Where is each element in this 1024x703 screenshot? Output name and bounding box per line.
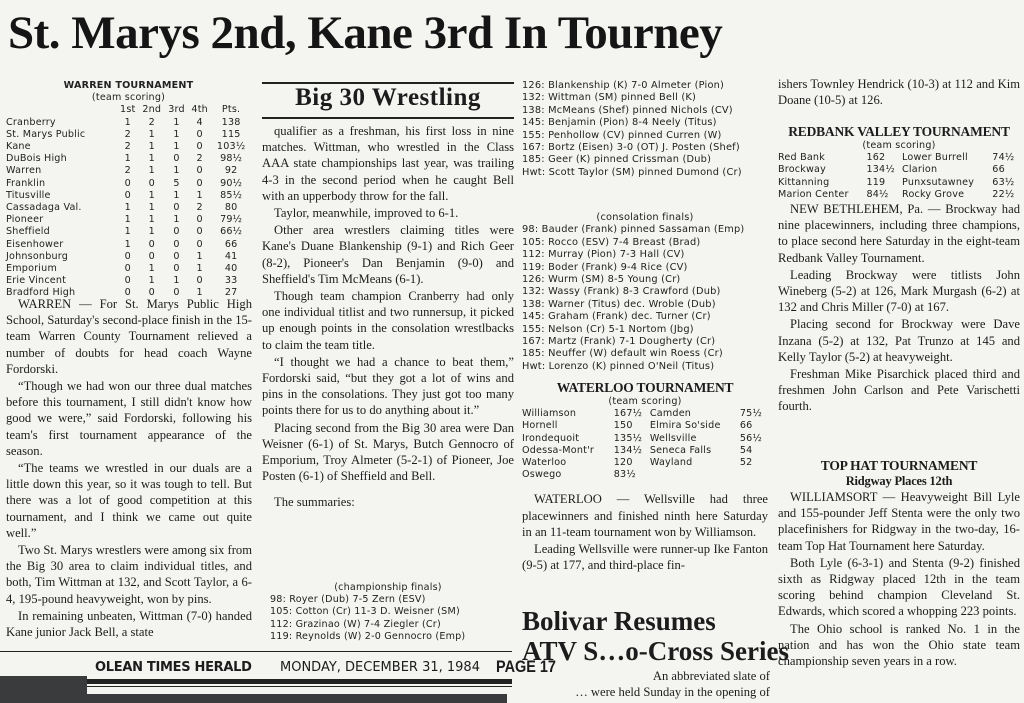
footer-page: PAGE 17: [496, 657, 556, 676]
tophat-subtitle: Ridgway Places 12th: [845, 474, 953, 488]
table-cell: 0: [124, 189, 131, 201]
table-row: [778, 152, 1020, 164]
result-line: 105: Rocco (ESV) 7-4 Breast (Brad): [522, 236, 701, 248]
table-cell: 0: [173, 263, 180, 275]
score-cell: 52: [739, 457, 753, 469]
table-cell: 103½: [216, 141, 246, 153]
tophat-section: [778, 458, 1020, 669]
team-name: Pioneer: [6, 214, 44, 226]
tophat-title: TOP HAT TOURNAMENT: [820, 458, 978, 473]
paragraph: Freshman Mike Pisarchick placed third and freshmen John Carlson and Pete Varischetti fourth.: [778, 367, 1020, 414]
team-name: DuBois High: [6, 153, 67, 165]
team-name: Emporium: [6, 263, 58, 275]
table-cell: 85½: [220, 189, 243, 201]
championship-title: (championship finals): [334, 582, 442, 593]
team-name: Wellsville: [649, 432, 697, 444]
table-cell: 0: [124, 177, 131, 189]
paragraph: ishers Townley Hendrick (10-3) at 112 and Kim Doane (10-5) at 126.: [778, 77, 1020, 108]
table-cell: 0: [173, 287, 180, 299]
table-header-row: [6, 104, 251, 116]
redbank-section: [778, 124, 1020, 415]
big30-label: Big 30 Wrestling: [295, 84, 481, 111]
result-line: 185: Geer (K) pinned Crissman (Dub): [522, 154, 712, 166]
table-cell: 1: [148, 165, 155, 177]
table-cell: 0: [196, 226, 203, 238]
paragraph: The summaries:: [274, 495, 355, 510]
waterloo-table: [522, 408, 768, 481]
table-cell: 1: [173, 275, 180, 287]
table-row: [6, 202, 251, 214]
waterloo-article: [522, 491, 768, 573]
team-name: Kittanning: [778, 176, 830, 188]
table-cell: 1: [173, 141, 180, 153]
scan-border: [0, 676, 87, 703]
table-cell: 98½: [220, 153, 243, 165]
result-line: 167: Martz (Frank) 7-1 Dougherty (Cr): [522, 336, 716, 348]
consolation-title: (consolation finals): [596, 212, 694, 223]
table-cell: 41: [224, 250, 238, 262]
table-cell: 1: [173, 165, 180, 177]
divider: [262, 117, 514, 119]
table-row: [522, 469, 768, 481]
team-name: Oswego: [522, 469, 562, 481]
score-cell: 119: [866, 176, 886, 188]
table-cell: 1: [148, 275, 155, 287]
table-row: [6, 141, 251, 153]
table-row: [522, 420, 768, 432]
table-cell: 40: [224, 263, 238, 275]
paragraph: Though team champion Cranberry had only one individual titlist and two runnersup, it picked up enough points in the consolation wrestlbacks to claim the team title.: [262, 289, 514, 352]
table-cell: 1: [124, 214, 131, 226]
footer-rule: [87, 686, 512, 687]
table-cell: 0: [196, 275, 203, 287]
table-cell: 1: [148, 153, 155, 165]
paragraph: Other area wrestlers claiming titles were Kane's Duane Blankenship (9-1) and Rich Geer (8-2), Pioneer's Dan Benjamin (9-0) and Sheffield's Tim McMeans (6-1).: [262, 223, 514, 286]
table-cell: 80: [224, 202, 238, 214]
score-cell: 150: [613, 420, 633, 432]
score-cell: 56½: [739, 432, 762, 444]
result-line: 155: Nelson (Cr) 5-1 Nortom (Jbg): [522, 323, 694, 335]
warren-subtitle: (team scoring): [91, 92, 166, 104]
result-line: 155: Penhollow (CV) pinned Curren (W): [522, 129, 722, 141]
table-cell: 1: [124, 153, 131, 165]
table-row: [778, 177, 1020, 189]
table-cell: 1: [196, 250, 203, 262]
paragraph: Placing second from the Big 30 area were Dan Weisner (6-1) of St. Marys, Butch Gennocro of Emporium, Troy Almeter (5-2-1) of Pioneer, Joe Posten (6-1) of Sheffield and Bell.: [262, 420, 514, 484]
paragraph: “Though we had won our three dual matches before this tournament, I still didn't know how good we were,” said Fordorski, following his team's first tournament appearance of the season.: [6, 379, 252, 458]
score-cell: [740, 469, 768, 481]
warren-title: WARREN TOURNAMENT: [63, 80, 194, 91]
table-cell: 2: [196, 153, 203, 165]
table-cell: 90½: [220, 177, 243, 189]
table-row: [778, 189, 1020, 201]
score-cell: 75½: [739, 408, 762, 420]
table-row: [6, 275, 251, 287]
paragraph: Taylor, meanwhile, improved to 6-1.: [274, 206, 459, 221]
result-line: 138: McMeans (Shef) pinned Nichols (CV): [522, 104, 733, 116]
team-name: Hornell: [522, 420, 558, 432]
table-cell: 1: [148, 128, 155, 140]
score-cell: 167½: [613, 408, 643, 420]
col-header: 1st: [120, 104, 136, 116]
paragraph: “The teams we wrestled in our duals are a little down this year, so it was tough to tell. But there was a lot of good competition at this tournament, and I think we came out quite well.”: [6, 461, 252, 540]
team-name: Erie Vincent: [6, 275, 67, 287]
table-cell: 1: [148, 202, 155, 214]
result-line: 112: Grazinao (W) 7-4 Ziegler (Cr): [270, 618, 441, 630]
table-cell: 1: [148, 189, 155, 201]
table-row: [6, 153, 251, 165]
col-header: 4th: [191, 104, 208, 116]
team-name: Titusville: [6, 189, 51, 201]
table-cell: 2: [124, 128, 131, 140]
result-line: 98: Royer (Dub) 7-5 Zern (ESV): [270, 594, 426, 606]
team-name: Clarion: [902, 164, 938, 176]
result-line: 119: Reynolds (W) 2-0 Gennocro (Emp): [270, 630, 466, 642]
table-cell: 0: [124, 250, 131, 262]
table-cell: 0: [124, 263, 131, 275]
score-cell: 74½: [992, 152, 1015, 164]
result-line: 112: Murray (Pion) 7-3 Hall (CV): [522, 249, 685, 261]
score-cell: 83½: [613, 469, 636, 481]
paragraph: Leading Brockway were titlists John Wineberg (5-2) at 126, Mark Murgash (6-2) at 132 and Chris Miller (7-0) at 167.: [778, 267, 1020, 315]
paragraph: WARREN — For St. Marys Public High School, Saturday's second-place finish in the 15-team Warren County Tournament relieved a number of doubts for head coach Wayne Fordorski.: [6, 297, 252, 376]
result-line: 132: Wassy (Frank) 8-3 Crawford (Dub): [522, 286, 721, 298]
paragraph: Two St. Marys wrestlers were among six from the Big 30 area to claim individual titles, and both, Tim Wittman at 132, and Scott Taylor, a 6-4, 195-pound heavyweight, won by pins.: [6, 543, 252, 606]
team-name: [650, 469, 740, 481]
paragraph: Both Lyle (6-3-1) and Stenta (9-2) finished sixth as Ridgway placed 12th in the team scoring behind champion Cleveland St. Edwards, which scored a whopping 223 points.: [778, 555, 1020, 619]
paragraph: WATERLOO — Wellsville had three placewinners and finished ninth here Saturday in an 11-team tournament won by Williamson.: [522, 492, 768, 539]
paragraph: NEW BETHLEHEM, Pa. — Brockway had nine placewinners, including three champions, to place second here Saturday in the eight-team Redbank Valley Tournament.: [778, 202, 1020, 265]
table-cell: 0: [196, 165, 203, 177]
table-row: [6, 226, 251, 238]
warren-standings: [6, 80, 251, 300]
col-header: Pts.: [221, 104, 241, 116]
table-cell: 0: [148, 177, 155, 189]
team-name: Cranberry: [6, 116, 56, 128]
results-list: [522, 80, 768, 179]
redbank-subtitle: (team scoring): [862, 140, 936, 151]
table-cell: 5: [173, 177, 180, 189]
paragraph: The Ohio school is ranked No. 1 in the nation and has won the Ohio state team championship seven years in a row.: [778, 621, 1020, 669]
paragraph: Placing second for Brockway were Dave Inzana (5-2) at 132, Pat Trunzo at 145 and Kelly Taylor (5-2) at heavyweight.: [778, 317, 1020, 364]
result-line: 132: Wittman (SM) pinned Bell (K): [522, 92, 696, 104]
table-cell: 1: [148, 226, 155, 238]
waterloo-subtitle: (team scoring): [608, 396, 682, 407]
team-name: St. Marys Public: [6, 128, 86, 140]
table-row: [522, 457, 768, 469]
team-name: Eisenhower: [6, 238, 64, 250]
table-cell: 0: [196, 141, 203, 153]
redbank-title: REDBANK VALLEY TOURNAMENT: [788, 124, 1010, 139]
table-cell: 2: [196, 202, 203, 214]
article-column-1: [6, 296, 252, 640]
table-cell: 115: [221, 128, 241, 140]
result-line: 185: Neuffer (W) default win Roess (Cr): [522, 348, 723, 360]
tophat-article: [778, 489, 1020, 669]
table-row: [6, 214, 251, 226]
table-cell: 0: [173, 226, 180, 238]
table-cell: 1: [124, 202, 131, 214]
bolivar-article: [612, 668, 770, 684]
team-name: Irondequoit: [522, 432, 580, 444]
table-cell: 92: [224, 165, 238, 177]
table-cell: 1: [124, 238, 131, 250]
team-name: Brockway: [778, 164, 827, 176]
table-row: [778, 164, 1020, 176]
table-cell: 0: [173, 202, 180, 214]
team-name: Warren: [6, 165, 42, 177]
championship-finals: [262, 582, 514, 643]
result-line: 119: Boder (Frank) 9-4 Rice (CV): [522, 261, 688, 273]
table-row: [6, 165, 251, 177]
team-name: Sheffield: [6, 226, 50, 238]
team-name: Odessa-Mont'r: [522, 444, 595, 456]
col4-continuation: [778, 76, 1020, 108]
paragraph: “I thought we had a chance to beat them,” Fordorski said, “but they got a lot of wins and pins in the consolations. They just got too many points there for us to do anything about it.”: [262, 354, 514, 418]
footer-paper-name: OLEAN TIMES HERALD: [95, 660, 252, 675]
table-cell: 1: [173, 128, 180, 140]
table-cell: 1: [124, 226, 131, 238]
table-cell: 1: [148, 141, 155, 153]
table-cell: 1: [148, 263, 155, 275]
result-line: 126: Blankenship (K) 7-0 Almeter (Pion): [522, 80, 725, 91]
table-cell: 0: [173, 153, 180, 165]
table-cell: 0: [124, 275, 131, 287]
result-line: 145: Graham (Frank) dec. Turner (Cr): [522, 311, 711, 323]
score-cell: 135½: [613, 432, 643, 444]
table-cell: 33: [224, 275, 238, 287]
result-line: 138: Warner (Titus) dec. Wroble (Dub): [522, 298, 716, 310]
result-line: 105: Cotton (Cr) 11-3 D. Weisner (SM): [270, 606, 460, 618]
table-cell: 0: [124, 287, 131, 299]
waterloo-title: WATERLOO TOURNAMENT: [556, 380, 734, 395]
table-cell: 0: [148, 287, 155, 299]
result-line: Hwt: Scott Taylor (SM) pinned Dumond (Cr): [522, 166, 742, 178]
bolivar-article-2: [540, 684, 770, 700]
table-row: [6, 190, 251, 202]
paragraph: WILLIAMSORT — Heavyweight Bill Lyle and 155-pounder Jeff Stenta were the only two placefinishers for Ridgway in the two-day, 16-team Top Hat Tournament here Saturday.: [778, 490, 1020, 553]
table-cell: 2: [124, 165, 131, 177]
text-line: An abbreviated slate of: [652, 669, 770, 683]
team-name: Marion Center: [778, 188, 849, 200]
team-name: Punxsutawney: [902, 176, 975, 188]
result-line: 98: Bauder (Frank) pinned Sassaman (Emp): [522, 224, 745, 236]
footer-date: MONDAY, DECEMBER 31, 1984: [280, 660, 480, 675]
headline-line: Bolivar Resumes: [522, 606, 716, 636]
table-row: [522, 408, 768, 420]
col-header: 3rd: [168, 104, 185, 116]
divider: [0, 651, 512, 652]
score-cell: 66: [739, 420, 753, 432]
score-cell: 66: [992, 164, 1005, 176]
consolation-finals: [522, 212, 768, 373]
table-cell: 0: [148, 250, 155, 262]
team-name: Elmira So'side: [649, 420, 721, 432]
team-name: Cassadaga Val.: [6, 202, 82, 214]
col-header: 2nd: [142, 104, 162, 116]
redbank-table: [778, 152, 1020, 201]
score-cell: 22½: [992, 188, 1015, 200]
table-cell: 1: [196, 287, 203, 299]
team-name: Johnsonburg: [6, 250, 69, 262]
score-cell: 162: [866, 152, 886, 164]
score-cell: 120: [613, 457, 633, 469]
paragraph: qualifier as a freshman, his first loss in nine matches. Wittman, who wrestled in the Class AAA state championships last year, was trailing 4-3 in the second period when he caught Bell with an upperbody throw for the fall.: [262, 124, 514, 203]
result-line: 126: Wurm (SM) 8-5 Young (Cr): [522, 274, 681, 286]
score-cell: 134½: [613, 444, 643, 456]
table-cell: 27: [224, 287, 238, 299]
table-row: [6, 117, 251, 129]
table-row: [522, 433, 768, 445]
team-name: Wayland: [649, 457, 693, 469]
score-cell: 134½: [866, 164, 895, 176]
team-name: Rocky Grove: [902, 188, 965, 200]
team-name: Lower Burrell: [902, 152, 968, 164]
team-name: Camden: [649, 408, 692, 420]
table-cell: 0: [196, 238, 203, 250]
headline-line: ATV S…o-Cross Series: [522, 636, 790, 666]
table-row: [6, 239, 251, 251]
score-cell: 54: [739, 444, 753, 456]
paragraph: Leading Wellsville were runner-up Ike Fanton (9-5) at 177, and third-place fin-: [522, 542, 768, 573]
table-cell: 0: [173, 238, 180, 250]
table-cell: 0: [196, 128, 203, 140]
headline: St. Marys 2nd, Kane 3rd In Tourney: [8, 7, 723, 59]
score-cell: 84½: [866, 188, 889, 200]
table-cell: 0: [173, 250, 180, 262]
table-cell: 1: [173, 116, 180, 128]
warren-table: [6, 104, 251, 299]
scan-border: [87, 694, 507, 703]
team-name: Williamson: [522, 408, 577, 420]
team-name: Red Bank: [778, 152, 825, 164]
table-cell: 1: [148, 214, 155, 226]
redbank-article: [778, 201, 1020, 415]
table-cell: 1: [173, 189, 180, 201]
table-row: [6, 129, 251, 141]
article-column-2: [262, 123, 514, 511]
table-cell: 1: [196, 263, 203, 275]
text-line: … were held Sunday in the opening of: [575, 685, 770, 699]
table-cell: 1: [124, 116, 131, 128]
bolivar-headline: [522, 606, 790, 666]
score-cell: 63½: [992, 176, 1015, 188]
table-cell: 2: [124, 141, 131, 153]
footer-rule: [87, 679, 512, 684]
paragraph: In remaining unbeaten, Wittman (7-0) handed Kane junior Jack Bell, a state: [6, 608, 252, 640]
result-line: 145: Benjamin (Pion) 8-4 Neely (Titus): [522, 117, 717, 129]
table-cell: 1: [196, 189, 203, 201]
table-row: [6, 263, 251, 275]
table-cell: 1: [173, 214, 180, 226]
waterloo-section: [522, 380, 768, 573]
table-row: [6, 178, 251, 190]
table-row: [6, 251, 251, 263]
team-name: Seneca Falls: [649, 444, 712, 456]
team-name: Waterloo: [522, 457, 567, 469]
table-cell: 0: [148, 238, 155, 250]
team-name: Bradford High: [6, 287, 76, 299]
table-cell: 4: [196, 116, 203, 128]
table-cell: 66½: [220, 226, 243, 238]
result-line: Hwt: Lorenzo (K) pinned O'Neil (Titus): [522, 360, 715, 372]
team-name: Kane: [6, 141, 31, 153]
table-cell: 2: [148, 116, 155, 128]
table-cell: 0: [196, 177, 203, 189]
team-name: Franklin: [6, 177, 46, 189]
result-line: 167: Bortz (Eisen) 3-0 (OT) J. Posten (Shef): [522, 142, 740, 154]
table-cell: 138: [221, 116, 241, 128]
table-cell: 66: [224, 238, 238, 250]
table-cell: 79½: [220, 214, 243, 226]
table-row: [522, 445, 768, 457]
table-cell: 0: [196, 214, 203, 226]
